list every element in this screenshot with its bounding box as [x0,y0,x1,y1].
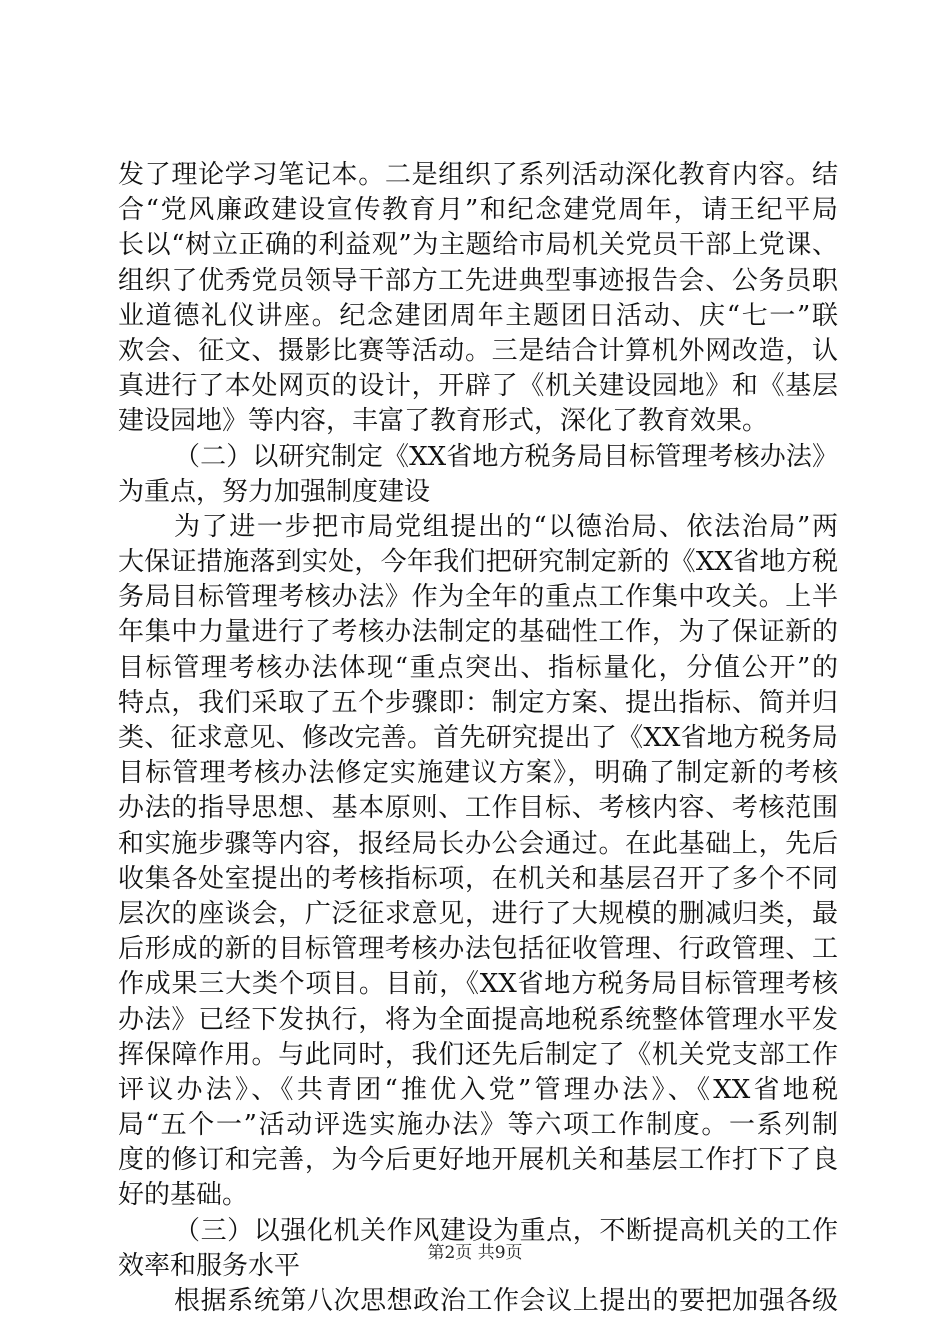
text-line: 目标管理考核办法修定实施建议方案》，明确了制定新的考核 [118,758,838,789]
text-line: 大保证措施落到实处，今年我们把研究制定新的《XX省地方税 [118,547,838,578]
text-line: 挥保障作用。与此同时，我们还先后制定了《机关党支部工作 [118,1039,838,1070]
text-line: 长以“树立正确的利益观”为主题给市局机关党员干部上党课、 [118,230,838,261]
page-footer: 第2页 共9页 [427,1243,523,1263]
text-line: 办法的指导思想、基本原则、工作目标、考核内容、考核范围 [118,793,838,824]
text-line: 组织了优秀党员领导干部方工先进典型事迹报告会、公务员职 [118,265,838,296]
text-line: 好的基础。 [118,1180,249,1211]
text-line: 度的修订和完善，为今后更好地开展机关和基层工作打下了良 [118,1145,838,1176]
text-line: 和实施步骤等内容，报经局长办公会通过。在此基础上，先后 [118,828,838,859]
text-line: 合“党风廉政建设宣传教育月”和纪念建党周年，请王纪平局 [118,195,838,226]
text-line: 根据系统第八次思想政治工作会议上提出的要把加强各级 [174,1286,838,1316]
document-body [118,158,838,1319]
text-line: 为重点，努力加强制度建设 [118,476,431,507]
text-line: 目标管理考核办法体现“重点突出、指标量化，分值公开”的 [118,652,838,683]
text-line: （二）以研究制定《XX省地方税务局目标管理考核办法》 [174,441,838,472]
text-line: 办法》已经下发执行，将为全面提高地税系统整体管理水平发 [118,1004,838,1035]
text-line: （三）以强化机关作风建设为重点，不断提高机关的工作 [174,1215,838,1246]
text-line: 收集各处室提出的考核指标项，在机关和基层召开了多个不同 [118,863,838,894]
text-line: 建设园地》等内容，丰富了教育形式，深化了教育效果。 [118,406,769,437]
text-line: 为了进一步把市局党组提出的“以德治局、依法治局”两 [174,511,838,542]
text-line: 局“五个一”活动评选实施办法》等六项工作制度。一系列制 [118,1110,838,1141]
text-line: 务局目标管理考核办法》作为全年的重点工作集中攻关。上半 [118,582,838,613]
text-line: 评议办法》、《共青团“推优入党”管理办法》、《XX省地税 [118,1074,838,1105]
text-line: 作成果三大类个项目。目前，《XX省地方税务局目标管理考核 [118,969,838,1000]
text-line: 欢会、征文、摄影比赛等活动。三是结合计算机外网改造，认 [118,335,838,366]
text-line: 效率和服务水平 [118,1250,301,1281]
text-line: 真进行了本处网页的设计，开辟了《机关建设园地》和《基层 [118,371,838,402]
text-line: 后形成的新的目标管理考核办法包括征收管理、行政管理、工 [118,934,838,965]
text-line: 类、征求意见、修改完善。首先研究提出了《XX省地方税务局 [118,723,838,753]
text-line: 特点，我们采取了五个步骤即：制定方案、提出指标、简并归 [118,687,838,718]
text-line: 发了理论学习笔记本。二是组织了系列活动深化教育内容。结 [118,160,838,190]
text-line: 年集中力量进行了考核办法制定的基础性工作，为了保证新的 [118,617,838,648]
text-line: 层次的座谈会，广泛征求意见，进行了大规模的删减归类，最 [118,898,838,929]
text-line: 业道德礼仪讲座。纪念建团周年主题团日活动、庆“七一”联 [118,300,838,331]
